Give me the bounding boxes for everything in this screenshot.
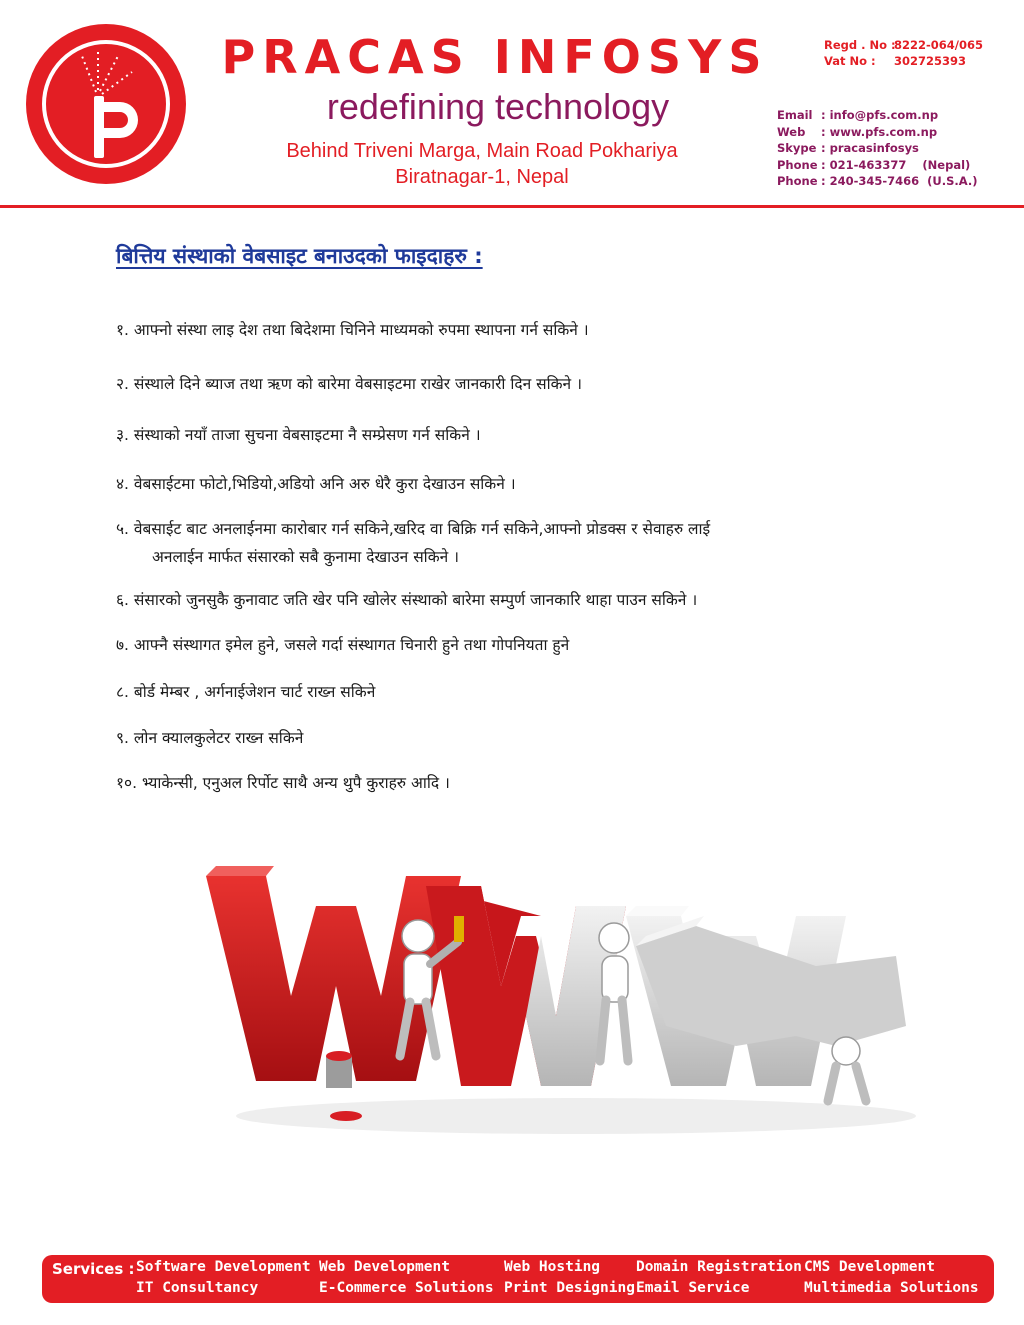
list-item: ८. बोर्ड मेम्बर , अर्गनाईजेशन चार्ट राख्न सकिने [116, 683, 376, 701]
registration-info [824, 37, 983, 69]
contact-label: Phone [777, 174, 818, 188]
list-item: ६. संसारको जुनसुकै कुनावाट जति खेर पनि खोलेर संस्थाको बारेमा सम्पुर्ण जानकारि थाहा पाउन सकिने । [116, 591, 698, 609]
list-item: २. संस्थाले दिने ब्याज तथा ऋण को बारेमा वेबसाइटमा राखेर जानकारी दिन सकिने । [116, 375, 582, 393]
phone-usa-value: : 240-345-7466 [821, 174, 920, 188]
phone-nepal-value: : 021-463377 [821, 157, 907, 172]
phone-note: (Nepal) [922, 157, 971, 172]
service-item: IT Consultancy [136, 1280, 259, 1296]
address-line-2: Biratnagar-1, Nepal [395, 166, 569, 188]
service-item: Email Service [636, 1280, 750, 1296]
contact-info [777, 107, 978, 190]
list-item: १०. भ्याकेन्सी, एनुअल रिर्पोट साथै अन्य थुपै कुराहरु आदि । [116, 774, 450, 792]
contact-label: Skype [777, 141, 817, 155]
phone-note: (U.S.A.) [927, 174, 978, 188]
web-value[interactable]: : www.pfs.com.np [821, 124, 938, 139]
service-item: Web Development [319, 1259, 450, 1275]
vat-label: Vat No : [824, 54, 876, 68]
tagline: redefining technology [326, 86, 670, 127]
service-item: Multimedia Solutions [804, 1280, 979, 1296]
email-value[interactable]: : info@pfs.com.np [821, 108, 939, 122]
vat-value: 302725393 [894, 54, 967, 68]
services-label: Services : [52, 1260, 135, 1278]
list-item: ७. आफ्नै संस्थागत इमेल हुने, जसले गर्दा संस्थागत चिनारी हुने तथा गोपनियता हुने [116, 636, 570, 654]
services-footer [42, 1255, 994, 1303]
service-item: E-Commerce Solutions [319, 1280, 494, 1296]
service-item: Software Development [136, 1259, 311, 1275]
header-divider [0, 205, 1024, 208]
regd-value: 8222-064/065 [894, 38, 983, 52]
list-item: ५. वेबसाईट बाट अनलाईनमा कारोबार गर्न सकिने,खरिद वा बिक्रि गर्न सकिने,आफ्नो प्रोडक्स र सेवाहरु लाई अनलाईन मार्फत संसारको सबै कुनामा देखाउन सकिने । [116, 520, 711, 566]
service-item: Print Designing [504, 1280, 635, 1296]
company-name: PRACAS INFOSYS [221, 30, 769, 84]
regd-label: Regd . No : [824, 38, 896, 52]
contact-label: Web [777, 124, 806, 139]
address-line-1: Behind Triveni Marga, Main Road Pokhariya [286, 140, 678, 162]
contact-label: Email [777, 108, 813, 122]
www-3d-figures-illustration [196, 846, 936, 1146]
service-item: CMS Development [804, 1259, 935, 1275]
page-title: बित्तिय संस्थाको वेबसाइट बनाउदको फाइदाहरु : [116, 244, 483, 268]
service-item: Web Hosting [504, 1259, 601, 1275]
service-item: Domain Registration [636, 1259, 802, 1275]
list-item: ४. वेबसाईटमा फोटो,भिडियो,अडियो अनि अरु धेरै कुरा देखाउन सकिने । [116, 475, 516, 493]
skype-value: : pracasinfosys [821, 141, 919, 155]
list-item: ९. लोन क्यालकुलेटर राख्न सकिने [116, 729, 304, 747]
contact-label: Phone [777, 157, 818, 172]
list-item: ३. संस्थाको नयाँ ताजा सुचना वेबसाइटमा नै सम्प्रेसण गर्न सकिने । [116, 426, 481, 444]
list-item: १. आफ्नो संस्था लाइ देश तथा बिदेशमा चिनिने माध्यमको रुपमा स्थापना गर्न सकिने । [116, 321, 589, 339]
pracas-logo-icon [24, 22, 188, 186]
